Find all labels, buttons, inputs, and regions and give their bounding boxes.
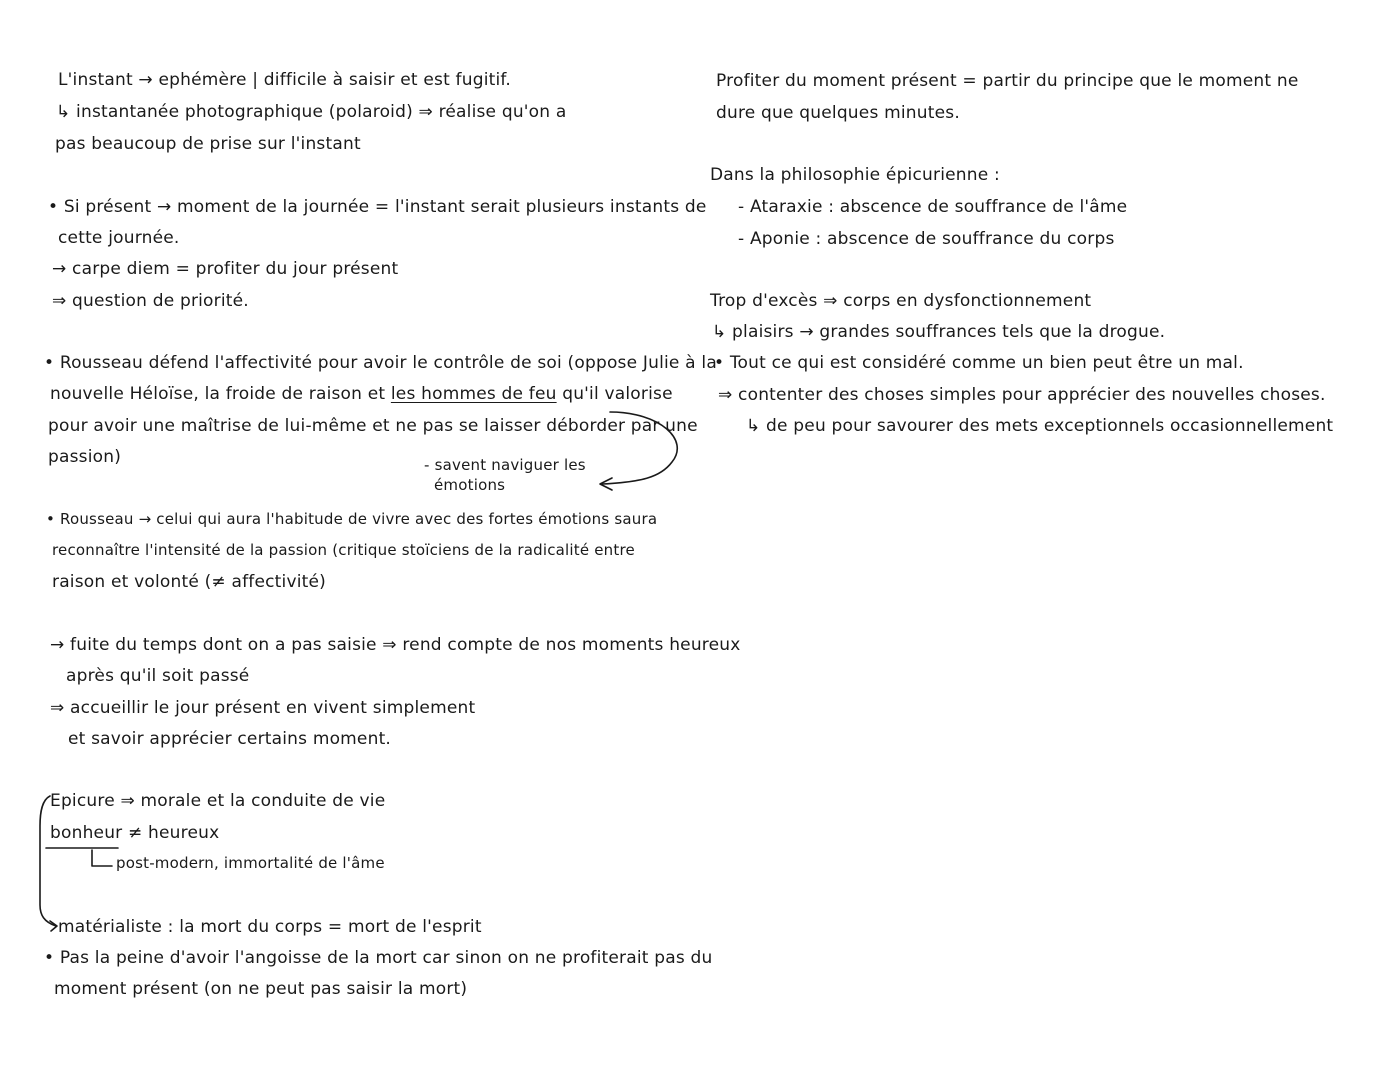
note-line: Profiter du moment présent = partir du principe que le moment ne: [716, 71, 1299, 91]
note-line: ↳ instantanée photographique (polaroid) ⇒ réalise qu'on a: [56, 102, 567, 122]
note-line: post-modern, immortalité de l'âme: [116, 854, 385, 872]
note-line: ↳ de peu pour savourer des mets exceptionnels occasionnellement: [746, 416, 1334, 436]
bullet-line: • Si présent → moment de la journée = l'instant serait plusieurs instants de: [48, 197, 707, 217]
note-line: pas beaucoup de prise sur l'instant: [55, 134, 361, 154]
bullet-line: • Tout ce qui est considéré comme un bien peut être un mal.: [714, 353, 1244, 373]
arrow-head: [50, 921, 57, 931]
note-line: matérialiste : la mort du corps = mort de l'esprit: [58, 917, 482, 937]
note-line: cette journée.: [58, 228, 180, 248]
note-line: Dans la philosophie épicurienne :: [710, 165, 1000, 185]
note-text: bonheur: [50, 823, 123, 843]
note-line: dure que quelques minutes.: [716, 103, 960, 123]
note-line: ⇒ question de priorité.: [52, 291, 249, 311]
note-line: → carpe diem = profiter du jour présent: [52, 259, 399, 279]
note-line: moment présent (on ne peut pas saisir la mort): [54, 979, 468, 999]
note-line: → fuite du temps dont on a pas saisie ⇒ rend compte de nos moments heureux: [50, 635, 741, 655]
note-line: après qu'il soit passé: [66, 666, 250, 686]
note-line: ⇒ accueillir le jour présent en vivent simplement: [50, 698, 476, 718]
note-line: [50, 822, 219, 844]
note-line: et savoir apprécier certains moment.: [68, 729, 392, 749]
arrow-head: [600, 478, 612, 490]
side-note: émotions: [434, 476, 506, 494]
bullet-line: • Rousseau → celui qui aura l'habitude de vivre avec des fortes émotions saura: [46, 510, 658, 528]
note-line: Trop d'excès ⇒ corps en dysfonctionnement: [710, 291, 1092, 311]
note-line: Epicure ⇒ morale et la conduite de vie: [50, 791, 386, 811]
note-line: - Aponie : abscence de souffrance du corps: [738, 229, 1115, 249]
branch-mark: [92, 850, 112, 866]
note-line: raison et volonté (≠ affectivité): [52, 572, 326, 592]
note-line: reconnaître l'intensité de la passion (critique stoïciens de la radicalité entre: [52, 541, 635, 559]
note-text: ≠ heureux: [122, 823, 220, 843]
bracket-mark: [40, 796, 56, 926]
note-line: [50, 383, 673, 405]
bullet-line: • Rousseau défend l'affectivité pour avoir le contrôle de soi (oppose Julie à la: [44, 353, 717, 373]
note-line: ⇒ contenter des choses simples pour apprécier des nouvelles choses.: [718, 385, 1326, 405]
note-line: ↳ plaisirs → grandes souffrances tels que la drogue.: [712, 322, 1166, 342]
side-note: - savent naviguer les: [424, 456, 586, 474]
note-line: passion): [48, 447, 122, 467]
note-text: nouvelle Héloïse, la froide de raison et: [50, 384, 391, 404]
note-line: pour avoir une maîtrise de lui-même et ne pas se laisser déborder par une: [48, 416, 698, 436]
underlined-term: les hommes de feu: [390, 384, 557, 404]
note-line: - Ataraxie : abscence de souffrance de l'âme: [738, 197, 1128, 217]
note-line: L'instant → ephémère | difficile à saisir et est fugitif.: [58, 70, 511, 90]
bullet-line: • Pas la peine d'avoir l'angoisse de la mort car sinon on ne profiterait pas du: [44, 948, 713, 968]
note-text: qu'il valorise: [556, 384, 673, 404]
